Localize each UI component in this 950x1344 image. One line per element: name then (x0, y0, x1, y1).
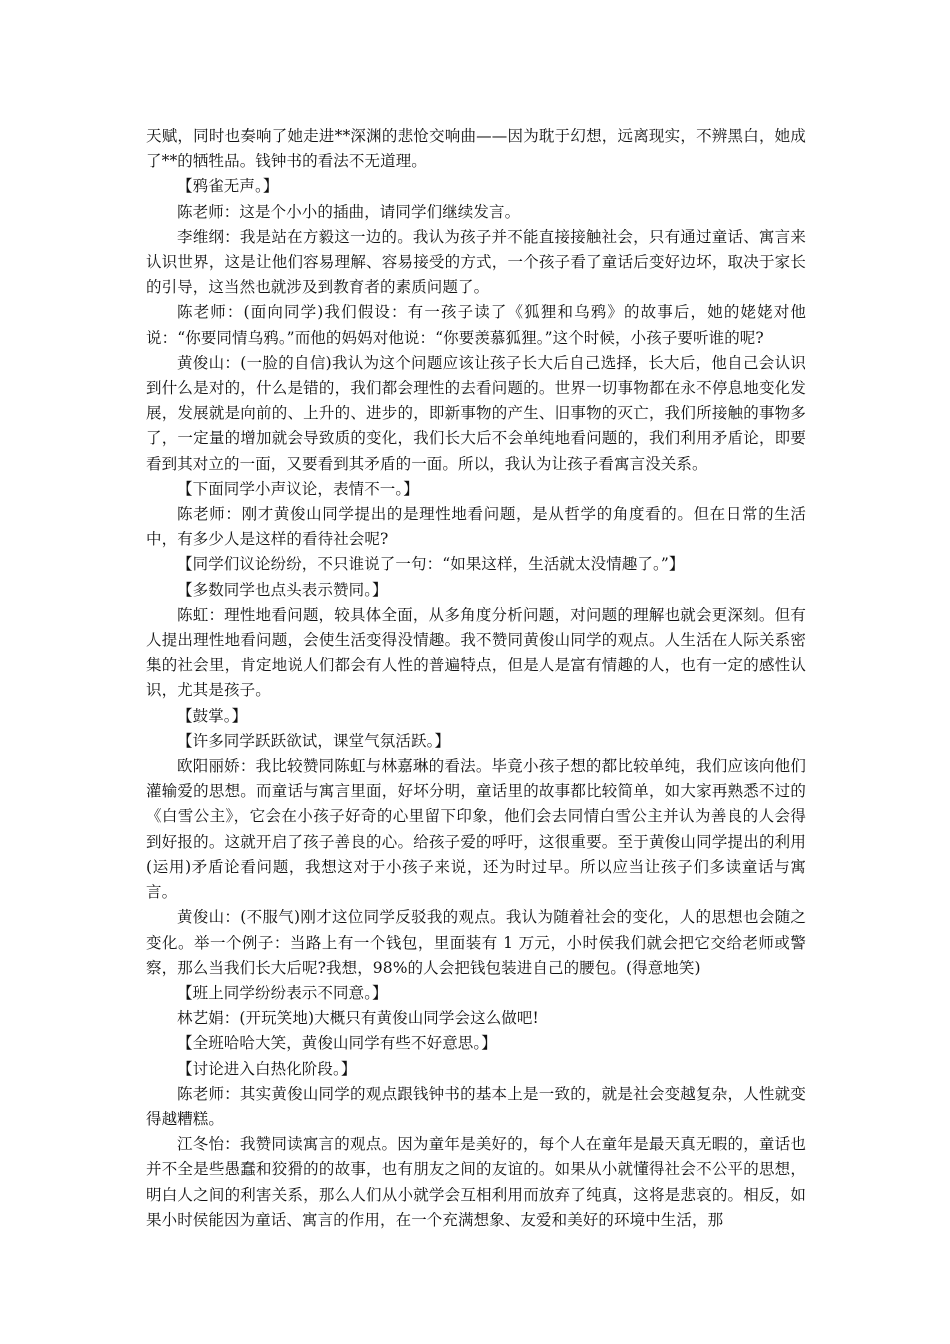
stage-direction: 【讨论进入白热化阶段。】 (177, 1059, 357, 1078)
document-body (146, 124, 806, 1233)
stage-direction: 【同学们议论纷纷，不只谁说了一句：“如果这样，生活就太没情趣了。”】 (177, 555, 685, 574)
dialogue-paragraph: 欧阳丽娇：我比较赞同陈虹与林嘉琳的看法。毕竟小孩子想的都比较单纯，我们应该向他们灌输爱的思想。而童话与寓言里面，好坏分明，童话里的故事都比较简单，如大家再熟悉不过的《白雪公主》，它会在小孩子好奇的心里留下印象，他们会去同情白雪公主并认为善良的人会得到好报的。这就开启了孩子善良的心。给孩子爱的呼吁，这很重要。至于黄俊山同学提出的利用(运用)矛盾论看问题，我想这对于小孩子来说，还为时过早。所以应当让孩子们多读童话与寓言。 (146, 757, 806, 902)
stage-direction: 【班上同学纷纷表示不同意。】 (177, 983, 388, 1002)
stage-direction: 【全班哈哈大笑，黄俊山同学有些不好意思。】 (177, 1034, 497, 1053)
dialogue-paragraph: 江冬怡：我赞同读寓言的观点。因为童年是美好的，每个人在童年是最天真无暇的，童话也并不全是些愚蠢和狡猾的的故事，也有朋友之间的友谊的。如果从小就懂得社会不公平的思想，明白人之间的利害关系，那么人们从小就学会互相利用而放弃了纯真，这将是悲哀的。相反，如果小时侯能因为童话、寓言的作用，在一个充满想象、友爱和美好的环境中生活，那 (146, 1135, 806, 1229)
paragraph: 天赋，同时也奏响了她走进**深渊的悲怆交响曲——因为耽于幻想，远离现实，不辨黑白，她成了**的牺牲品。钱钟书的看法不无道理。 (146, 127, 806, 171)
stage-direction: 【下面同学小声议论，表情不一。】 (177, 479, 419, 498)
dialogue-paragraph: 陈老师：这是个小小的插曲，请同学们继续发言。 (177, 202, 521, 221)
dialogue-paragraph: 陈虹：理性地看问题，较具体全面，从多角度分析问题，对问题的理解也就会更深刻。但有人提出理性地看问题，会使生活变得没情趣。我不赞同黄俊山同学的观点。人生活在人际关系密集的社会里，肯定地说人们都会有人性的普遍特点，但是人是富有情趣的人，也有一定的感性认识，尤其是孩子。 (146, 605, 806, 700)
stage-direction: 【许多同学跃跃欲试，课堂气氛活跃。】 (177, 731, 451, 750)
stage-direction: 【鸦雀无声。】 (177, 177, 279, 196)
dialogue-paragraph: 黄俊山：(一脸的自信)我认为这个问题应该让孩子长大后自己选择，长大后，他自己会认识到什么是对的，什么是错的，我们都会理性的去看问题的。世界一切事物都在永不停息地变化发展，发展就是向前的、上升的、进步的，即新事物的产生、旧事物的灭亡，我们所接触的事物多了，一定量的增加就会导致质的变化，我们长大后不会单纯地看问题的，我们利用矛盾论，即要看到其对立的一面，又要看到其矛盾的一面。所以，我认为让孩子看寓言没关系。 (146, 353, 806, 473)
stage-direction: 【鼓掌。】 (177, 706, 248, 725)
dialogue-paragraph: 黄俊山：(不服气)刚才这位同学反驳我的观点。我认为随着社会的变化，人的思想也会随之变化。举一个例子：当路上有一个钱包，里面装有 1 万元，小时侯我们就会把它交给老师或警察，那么当我们长大后呢?我想，98%的人会把钱包装进自己的腰包。(得意地笑) (146, 908, 806, 977)
stage-direction: 【多数同学也点头表示赞同。】 (177, 580, 388, 599)
dialogue-paragraph: 李维纲：我是站在方毅这一边的。我认为孩子并不能直接接触社会，只有通过童话、寓言来认识世界，这是让他们容易理解、容易接受的方式，一个孩子看了童话后变好边坏，取决于家长的引导，这当然也就涉及到教育者的素质问题了。 (146, 227, 806, 297)
dialogue-paragraph: 林艺娟：(开玩笑地)大概只有黄俊山同学会这么做吧! (177, 1009, 539, 1028)
dialogue-paragraph: 陈老师：(面向同学)我们假设：有一孩子读了《狐狸和乌鸦》的故事后，她的姥姥对他说：“你要同情乌鸦。”而他的妈妈对他说：“你要羡慕狐狸。”这个时候，小孩子要听谁的呢? (146, 303, 806, 347)
dialogue-paragraph: 陈老师：刚才黄俊山同学提出的是理性地看问题，是从哲学的角度看的。但在日常的生活中，有多少人是这样的看待社会呢? (146, 505, 806, 549)
dialogue-paragraph: 陈老师：其实黄俊山同学的观点跟钱钟书的基本上是一致的，就是社会变越复杂，人性就变得越糟糕。 (146, 1084, 806, 1128)
